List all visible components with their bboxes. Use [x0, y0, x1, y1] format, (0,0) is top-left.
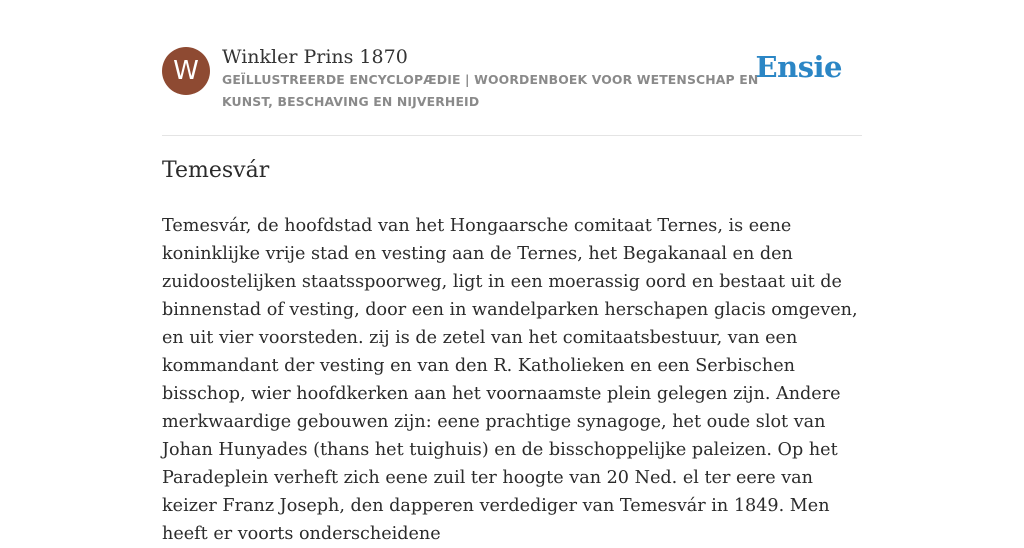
brand-logo[interactable]: Ensie: [755, 50, 842, 84]
site-header: [162, 46, 862, 136]
avatar[interactable]: W: [162, 47, 210, 95]
article-title: Temesvár: [162, 158, 270, 183]
site-title[interactable]: Winkler Prins 1870: [222, 46, 408, 68]
title-block: [222, 46, 762, 113]
site-subtitle: GEÏLLUSTREERDE ENCYCLOPÆDIE | WOORDENBOEK VOOR WETENSCHAP EN KUNST, BESCHAVING EN NIJVERHEID: [222, 72, 759, 109]
article-body: Temesvár, de hoofdstad van het Hongaarsche comitaat Ternes, is eene koninklijke vrije stad en vesting aan de Ternes, het Begakanaal en den zuidoostelijken staatsspoorweg, ligt in een moerassig oord en bestaat uit de binnenstad of vesting, door een in wandelparken herschapen glacis omgeven, en uit vier voorsteden. zij is de zetel van het comitaatsbestuur, van een kommandant der vesting en van den R. Katholieken en een Serbischen bisschop, wier hoofdkerken aan het voornaamste plein gelegen zijn. Andere merkwaardige gebouwen zijn: eene prachtige synagoge, het oude slot van Johan Hunyades (thans het tuighuis) en de bisschoppelijke paleizen. Op het Paradeplein verheft zich eene zuil ter hoogte van 20 Ned. el ter eere van keizer Franz Joseph, den dapperen verdediger van Temesvár in 1849. Men heeft er voorts onderscheidene: [162, 216, 858, 544]
